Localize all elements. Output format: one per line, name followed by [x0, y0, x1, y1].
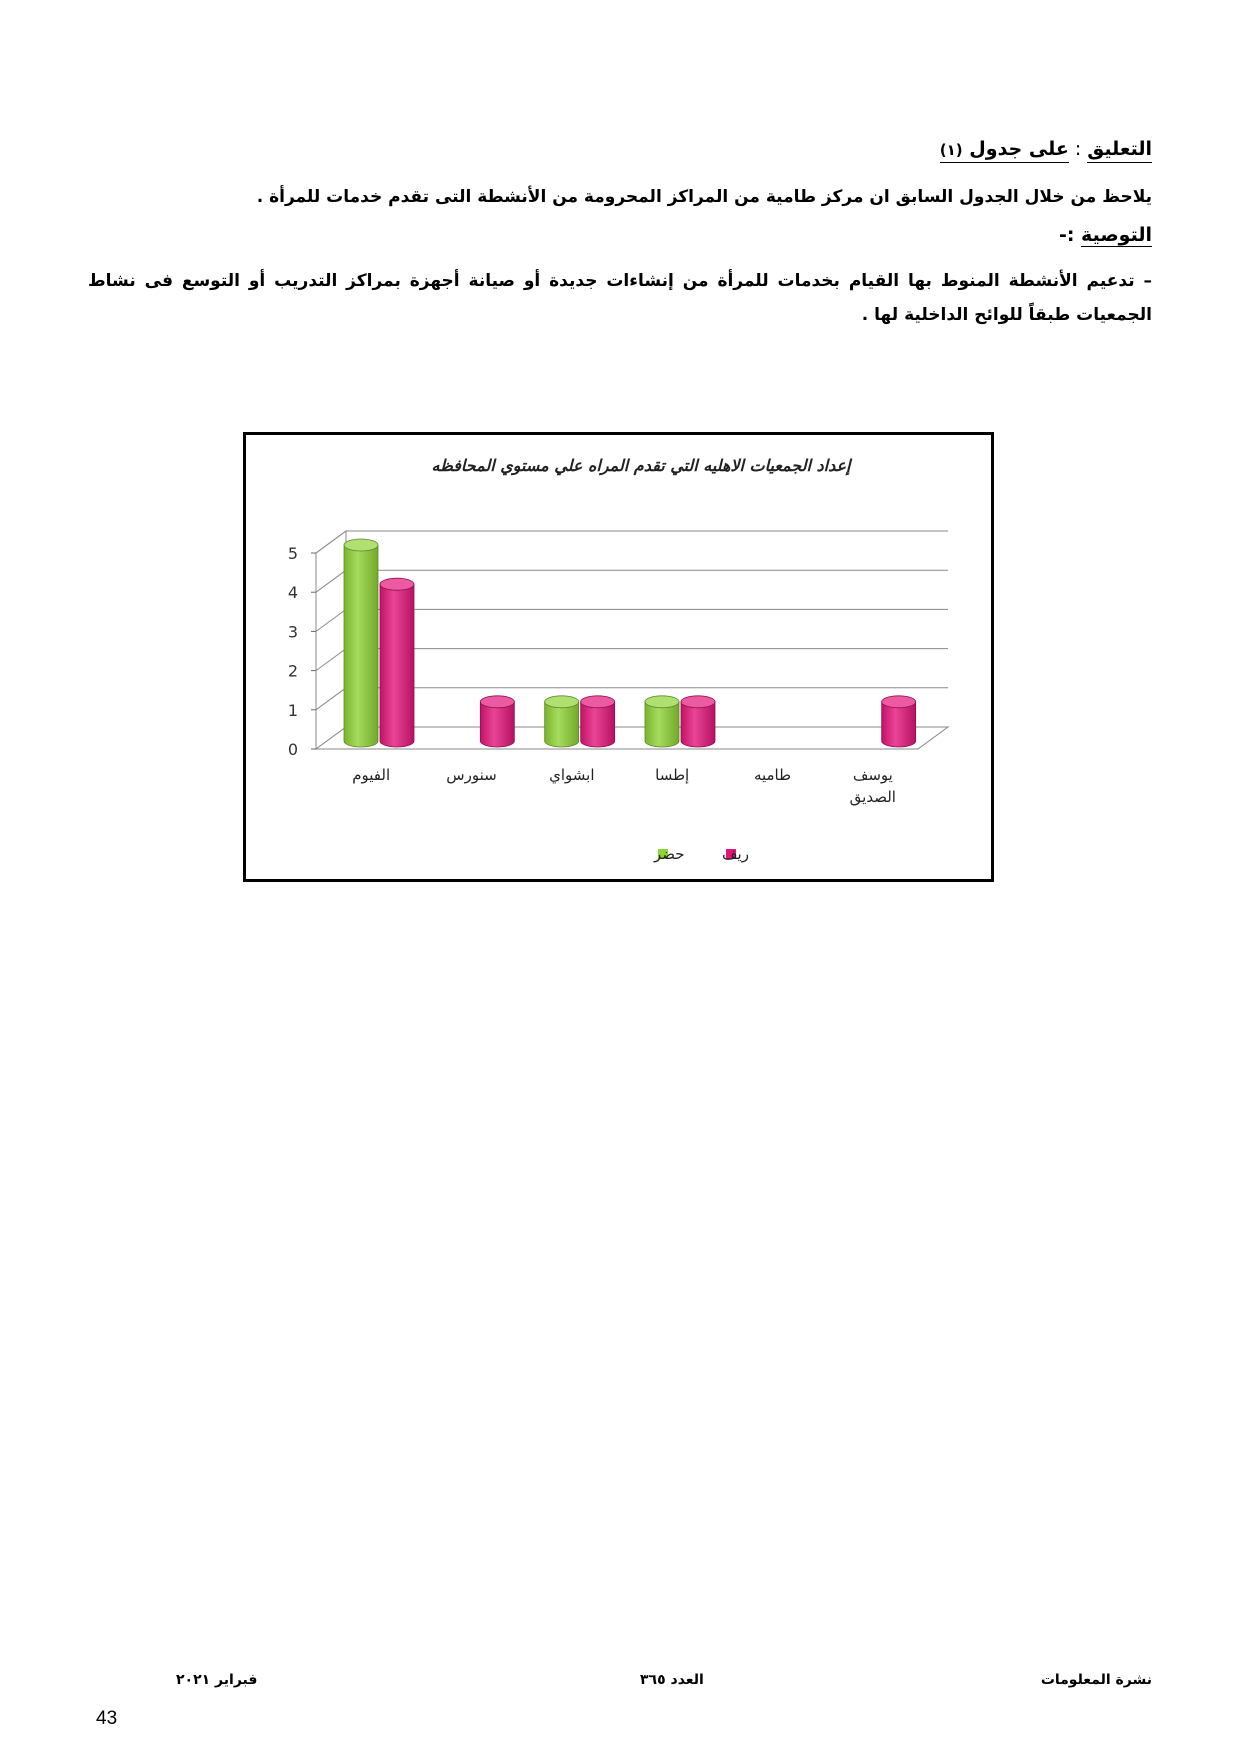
heading-subject: [940, 138, 1069, 163]
page-number: 43: [96, 1708, 118, 1729]
bar-chart: [246, 435, 991, 879]
y-tick-label: 2: [287, 661, 298, 681]
y-axis: [288, 544, 316, 759]
x-tick-label: الصديق: [849, 788, 896, 806]
side-wall: [316, 531, 346, 749]
y-tick-label: 4: [287, 583, 298, 603]
recommendation-paragraph: – تدعيم الأنشطة المنوط بها القيام بخدمات للمرأة من إنشاءات جديدة أو صيانة أجهزة بمراكز التدريب أو التوسع فى نشاط الجمعيات طبقاً للوائح الداخلية لها .: [88, 271, 1152, 325]
bar-rural: [581, 696, 615, 747]
bar-rural: [380, 578, 414, 747]
chart-container: [243, 432, 994, 882]
heading-subject-text: على جدول: [969, 138, 1069, 160]
bar-rural: [681, 696, 715, 747]
chart-title: إعداد الجمعيات الاهليه التي تقدم المراه علي مستوي المحافظه: [431, 456, 851, 475]
comment-heading: [940, 138, 1152, 160]
x-tick-label: الفيوم: [352, 766, 391, 784]
x-tick-label: طاميه: [753, 766, 792, 784]
x-tick-label: ابشواي: [549, 766, 595, 784]
x-tick-label: سنورس: [446, 766, 497, 784]
recommendation-suffix: :-: [1058, 224, 1075, 246]
bar-urban: [344, 539, 378, 747]
legend-label: حضر: [654, 845, 685, 863]
y-tick-label: 0: [287, 740, 298, 759]
comment-title: التعليق: [1087, 138, 1152, 163]
footer-date: فبراير ٢٠٢١: [176, 1672, 258, 1688]
recommendation-heading: [1059, 224, 1152, 246]
table-number: (١): [939, 141, 963, 159]
x-tick-label: إطسا: [655, 766, 690, 784]
bar-rural: [882, 696, 916, 747]
bar-urban: [545, 696, 579, 747]
footer-publication: نشرة المعلومات: [1040, 1672, 1152, 1688]
bar-urban: [645, 696, 679, 747]
y-tick-label: 1: [287, 700, 298, 720]
y-tick-label: 5: [287, 544, 298, 563]
x-tick-label: يوسف: [852, 766, 893, 784]
bar-rural: [480, 696, 514, 747]
x-axis: [352, 766, 896, 806]
chart-legend: [653, 845, 749, 863]
footer-issue: العدد ٣٦٥: [640, 1672, 704, 1688]
observation-paragraph: يلاحظ من خلال الجدول السابق ان مركز طامية من المراكز المحرومة من الأنشطة التى تقدم خدمات للمرأة .: [256, 187, 1152, 207]
heading-separator: :: [1074, 138, 1082, 160]
recommendation-title: التوصية: [1081, 224, 1152, 246]
legend-label: ريف: [722, 845, 749, 863]
y-tick-label: 3: [287, 622, 298, 642]
